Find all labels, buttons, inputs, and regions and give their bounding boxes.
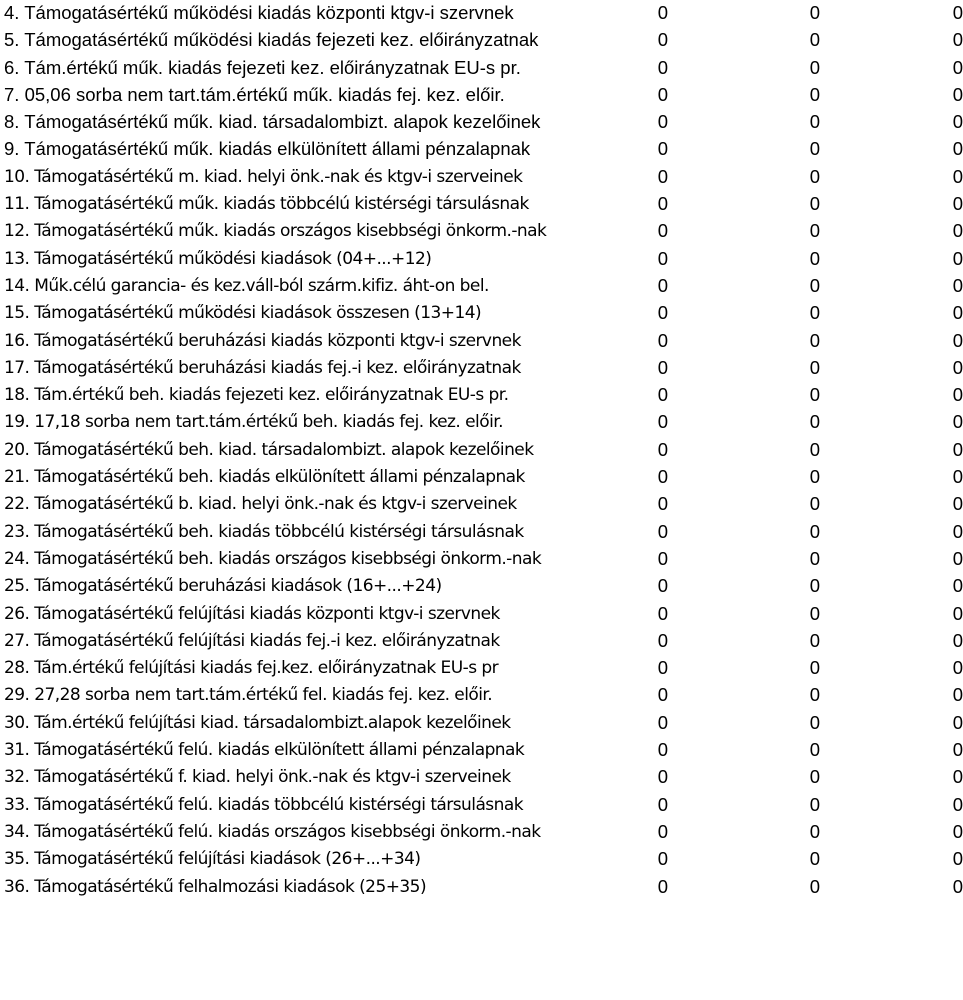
row-value-2: 0 xyxy=(809,739,820,761)
row-value-3: 0 xyxy=(952,247,963,269)
row-value-1: 0 xyxy=(657,602,668,624)
table-row xyxy=(0,328,963,355)
row-value-2: 0 xyxy=(809,766,820,788)
row-value-1: 0 xyxy=(657,220,668,242)
row-label: 4. Támogatásértékű működési kiadás központi ktgv-i szervnek xyxy=(4,2,514,23)
row-value-1: 0 xyxy=(657,739,668,761)
row-value-2: 0 xyxy=(809,356,820,378)
row-value-3: 0 xyxy=(952,520,963,542)
row-value-1: 0 xyxy=(657,684,668,706)
row-value-1: 0 xyxy=(657,2,668,23)
row-value-3: 0 xyxy=(952,493,963,515)
row-value-1: 0 xyxy=(657,766,668,788)
row-value-3: 0 xyxy=(952,2,963,23)
table-row xyxy=(0,300,963,327)
row-value-1: 0 xyxy=(657,356,668,378)
table-row xyxy=(0,519,963,546)
row-value-1: 0 xyxy=(657,493,668,515)
table-row xyxy=(0,409,963,436)
table-row xyxy=(0,601,963,628)
row-value-3: 0 xyxy=(952,466,963,488)
row-value-3: 0 xyxy=(952,138,963,160)
row-label: 15. Támogatásértékű működési kiadások összesen (13+14) xyxy=(4,303,482,324)
row-label: 30. Tám.értékű felújítási kiad. társadalombizt.alapok kezelőinek xyxy=(4,712,511,733)
table-row xyxy=(0,874,963,901)
table-row xyxy=(0,273,963,300)
table-row xyxy=(0,0,963,27)
row-value-3: 0 xyxy=(952,165,963,187)
row-value-3: 0 xyxy=(952,629,963,651)
row-label: 12. Támogatásértékű műk. kiadás országos kisebbségi önkorm.-nak xyxy=(4,221,547,242)
row-value-2: 0 xyxy=(809,138,820,160)
row-value-2: 0 xyxy=(809,274,820,296)
table-row xyxy=(0,191,963,218)
row-value-2: 0 xyxy=(809,111,820,133)
row-value-2: 0 xyxy=(809,2,820,23)
row-label: 26. Támogatásértékű felújítási kiadás központi ktgv-i szervnek xyxy=(4,603,500,624)
row-label: 21. Támogatásértékű beh. kiadás elkülönített állami pénzalapnak xyxy=(4,467,525,488)
row-value-1: 0 xyxy=(657,820,668,842)
row-label: 7. 05,06 sorba nem tart.tám.értékű műk. kiadás fej. kez. előir. xyxy=(4,83,505,105)
row-label: 25. Támogatásértékű beruházási kiadások (16+...+24) xyxy=(4,576,442,597)
row-value-1: 0 xyxy=(657,411,668,433)
row-label: 10. Támogatásértékű m. kiad. helyi önk.-nak és ktgv-i szerveinek xyxy=(4,166,523,187)
row-value-3: 0 xyxy=(952,329,963,351)
row-value-2: 0 xyxy=(809,793,820,815)
row-value-1: 0 xyxy=(657,56,668,78)
row-value-3: 0 xyxy=(952,547,963,569)
row-label: 27. Támogatásértékű felújítási kiadás fej.-i kez. előirányzatnak xyxy=(4,630,500,651)
row-label: 35. Támogatásértékű felújítási kiadások (26+...+34) xyxy=(4,849,421,870)
row-value-2: 0 xyxy=(809,848,820,870)
row-value-1: 0 xyxy=(657,329,668,351)
row-label: 11. Támogatásértékű műk. kiadás többcélú kistérségi társulásnak xyxy=(4,194,529,215)
row-value-3: 0 xyxy=(952,438,963,460)
row-label: 6. Tám.értékű műk. kiadás fejezeti kez. előirányzatnak EU-s pr. xyxy=(4,56,521,78)
row-value-3: 0 xyxy=(952,848,963,870)
row-label: 13. Támogatásértékű működési kiadások (04+...+12) xyxy=(4,248,432,269)
table-row xyxy=(0,737,963,764)
table-row xyxy=(0,682,963,709)
row-label: 24. Támogatásértékű beh. kiadás országos kisebbségi önkorm.-nak xyxy=(4,548,542,569)
row-value-1: 0 xyxy=(657,629,668,651)
row-value-1: 0 xyxy=(657,848,668,870)
row-value-1: 0 xyxy=(657,657,668,679)
row-value-2: 0 xyxy=(809,56,820,78)
row-value-2: 0 xyxy=(809,411,820,433)
row-value-3: 0 xyxy=(952,56,963,78)
row-value-3: 0 xyxy=(952,302,963,324)
row-value-2: 0 xyxy=(809,493,820,515)
table-row xyxy=(0,82,963,109)
table-row xyxy=(0,628,963,655)
table-row xyxy=(0,382,963,409)
row-label: 20. Támogatásértékű beh. kiad. társadalombizt. alapok kezelőinek xyxy=(4,439,534,460)
row-value-3: 0 xyxy=(952,766,963,788)
row-value-2: 0 xyxy=(809,83,820,105)
row-value-2: 0 xyxy=(809,29,820,51)
row-value-3: 0 xyxy=(952,820,963,842)
row-value-3: 0 xyxy=(952,711,963,733)
row-label: 22. Támogatásértékű b. kiad. helyi önk.-nak és ktgv-i szerveinek xyxy=(4,494,517,515)
table-row xyxy=(0,437,963,464)
row-value-1: 0 xyxy=(657,711,668,733)
table-row xyxy=(0,710,963,737)
row-label: 17. Támogatásértékű beruházási kiadás fej.-i kez. előirányzatnak xyxy=(4,357,521,378)
row-label: 29. 27,28 sorba nem tart.tám.értékű fel. kiadás fej. kez. előir. xyxy=(4,685,493,706)
table-row xyxy=(0,819,963,846)
row-value-2: 0 xyxy=(809,820,820,842)
table-row xyxy=(0,464,963,491)
row-value-2: 0 xyxy=(809,302,820,324)
row-value-3: 0 xyxy=(952,793,963,815)
row-value-2: 0 xyxy=(809,165,820,187)
row-value-2: 0 xyxy=(809,711,820,733)
table-row xyxy=(0,546,963,573)
row-value-3: 0 xyxy=(952,220,963,242)
row-value-3: 0 xyxy=(952,193,963,215)
row-value-1: 0 xyxy=(657,875,668,897)
table-row xyxy=(0,655,963,682)
row-value-3: 0 xyxy=(952,411,963,433)
row-value-2: 0 xyxy=(809,657,820,679)
row-value-1: 0 xyxy=(657,247,668,269)
table-row xyxy=(0,246,963,273)
row-value-2: 0 xyxy=(809,438,820,460)
row-value-1: 0 xyxy=(657,193,668,215)
table-row xyxy=(0,491,963,518)
row-label: 36. Támogatásértékű felhalmozási kiadások (25+35) xyxy=(4,876,427,897)
row-label: 23. Támogatásértékű beh. kiadás többcélú kistérségi társulásnak xyxy=(4,521,524,542)
row-label: 18. Tám.értékű beh. kiadás fejezeti kez. előirányzatnak EU-s pr. xyxy=(4,385,509,406)
table-row xyxy=(0,109,963,136)
row-value-1: 0 xyxy=(657,466,668,488)
row-value-3: 0 xyxy=(952,684,963,706)
row-value-2: 0 xyxy=(809,602,820,624)
row-label: 8. Támogatásértékű műk. kiad. társadalombizt. alapok kezelőinek xyxy=(4,111,541,133)
table-row xyxy=(0,846,963,873)
row-label: 9. Támogatásértékű műk. kiadás elkülönített állami pénzalapnak xyxy=(4,138,531,160)
row-label: 28. Tám.értékű felújítási kiadás fej.kez. előirányzatnak EU-s pr xyxy=(4,658,499,679)
table-row xyxy=(0,764,963,791)
row-value-3: 0 xyxy=(952,111,963,133)
row-label: 16. Támogatásértékű beruházási kiadás központi ktgv-i szervnek xyxy=(4,330,521,351)
row-value-2: 0 xyxy=(809,547,820,569)
table-row xyxy=(0,218,963,245)
row-value-3: 0 xyxy=(952,83,963,105)
row-label: 31. Támogatásértékű felú. kiadás elkülönített állami pénzalapnak xyxy=(4,740,525,761)
table-row xyxy=(0,164,963,191)
row-value-3: 0 xyxy=(952,29,963,51)
row-value-1: 0 xyxy=(657,547,668,569)
table-row xyxy=(0,27,963,54)
row-value-3: 0 xyxy=(952,657,963,679)
row-value-3: 0 xyxy=(952,356,963,378)
row-value-1: 0 xyxy=(657,575,668,597)
row-value-2: 0 xyxy=(809,875,820,897)
row-value-3: 0 xyxy=(952,575,963,597)
row-value-2: 0 xyxy=(809,247,820,269)
row-value-3: 0 xyxy=(952,384,963,406)
row-label: 33. Támogatásértékű felú. kiadás többcélú kistérségi társulásnak xyxy=(4,794,524,815)
row-value-2: 0 xyxy=(809,520,820,542)
row-label: 14. Műk.célú garancia- és kez.váll-ból szárm.kifiz. áht-on bel. xyxy=(4,275,489,296)
row-value-3: 0 xyxy=(952,602,963,624)
row-value-2: 0 xyxy=(809,466,820,488)
row-value-1: 0 xyxy=(657,29,668,51)
row-value-1: 0 xyxy=(657,793,668,815)
row-value-3: 0 xyxy=(952,274,963,296)
table-row xyxy=(0,792,963,819)
row-value-2: 0 xyxy=(809,629,820,651)
row-value-2: 0 xyxy=(809,329,820,351)
row-value-2: 0 xyxy=(809,684,820,706)
table-row xyxy=(0,573,963,600)
row-label: 34. Támogatásértékű felú. kiadás országos kisebbségi önkorm.-nak xyxy=(4,821,541,842)
row-value-1: 0 xyxy=(657,274,668,296)
row-value-1: 0 xyxy=(657,302,668,324)
row-value-1: 0 xyxy=(657,138,668,160)
row-value-3: 0 xyxy=(952,739,963,761)
row-label: 5. Támogatásértékű működési kiadás fejezeti kez. előirányzatnak xyxy=(4,29,539,51)
row-value-1: 0 xyxy=(657,111,668,133)
row-value-2: 0 xyxy=(809,193,820,215)
row-label: 32. Támogatásértékű f. kiad. helyi önk.-nak és ktgv-i szerveinek xyxy=(4,767,511,788)
table-row xyxy=(0,355,963,382)
row-label: 19. 17,18 sorba nem tart.tám.értékű beh. kiadás fej. kez. előir. xyxy=(4,412,503,433)
row-value-1: 0 xyxy=(657,384,668,406)
table-row xyxy=(0,55,963,82)
row-value-2: 0 xyxy=(809,575,820,597)
row-value-1: 0 xyxy=(657,165,668,187)
row-value-1: 0 xyxy=(657,520,668,542)
table-row xyxy=(0,136,963,163)
row-value-2: 0 xyxy=(809,384,820,406)
row-value-2: 0 xyxy=(809,220,820,242)
row-value-1: 0 xyxy=(657,83,668,105)
row-value-3: 0 xyxy=(952,875,963,897)
row-value-1: 0 xyxy=(657,438,668,460)
